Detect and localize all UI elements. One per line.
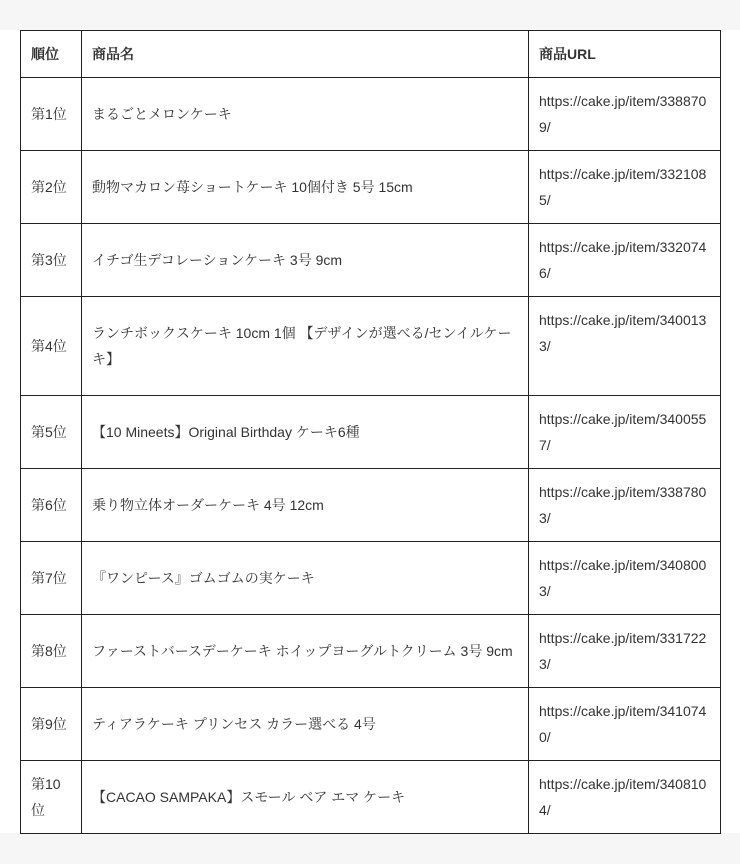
product-name-cell: イチゴ生デコレーションケーキ 3号 9cm [82, 224, 529, 297]
header-product-name: 商品名 [82, 31, 529, 78]
table-row [21, 615, 721, 688]
rank-cell: 第1位 [21, 78, 82, 151]
product-name-cell: 『ワンピース』ゴムゴムの実ケーキ [82, 542, 529, 615]
table-row [21, 542, 721, 615]
product-url-cell: https://cake.jp/item/3321085/ [529, 151, 721, 224]
table-row [21, 297, 721, 396]
rank-cell: 第2位 [21, 151, 82, 224]
table-row [21, 224, 721, 297]
rank-cell: 第8位 [21, 615, 82, 688]
table-row [21, 688, 721, 761]
product-url-cell: https://cake.jp/item/3408003/ [529, 542, 721, 615]
rank-cell: 第4位 [21, 297, 82, 396]
product-url-cell: https://cake.jp/item/3400557/ [529, 396, 721, 469]
product-url-cell: https://cake.jp/item/3387803/ [529, 469, 721, 542]
table-row [21, 761, 721, 834]
product-name-cell: ティアラケーキ プリンセス カラー選べる 4号 [82, 688, 529, 761]
product-url-cell: https://cake.jp/item/3410740/ [529, 688, 721, 761]
product-name-cell: 動物マカロン苺ショートケーキ 10個付き 5号 15cm [82, 151, 529, 224]
content-area [0, 30, 740, 833]
table-row [21, 151, 721, 224]
rank-cell: 第7位 [21, 542, 82, 615]
table-row [21, 469, 721, 542]
rank-cell: 第9位 [21, 688, 82, 761]
ranking-table [20, 30, 721, 834]
product-name-cell: 【CACAO SAMPAKA】スモール ベア エマ ケーキ [82, 761, 529, 834]
rank-cell: 第5位 [21, 396, 82, 469]
product-url-cell: https://cake.jp/item/3320746/ [529, 224, 721, 297]
product-url-cell: https://cake.jp/item/3388709/ [529, 78, 721, 151]
product-name-cell: ランチボックスケーキ 10cm 1個 【デザインが選べる/センイルケーキ】 [82, 297, 529, 396]
product-url-cell: https://cake.jp/item/3317223/ [529, 615, 721, 688]
table-row [21, 396, 721, 469]
product-name-cell: 乗り物立体オーダーケーキ 4号 12cm [82, 469, 529, 542]
product-name-cell: 【10 Mineets】Original Birthday ケーキ6種 [82, 396, 529, 469]
rank-cell: 第3位 [21, 224, 82, 297]
header-rank: 順位 [21, 31, 82, 78]
rank-cell: 第6位 [21, 469, 82, 542]
table-row [21, 78, 721, 151]
product-name-cell: ファーストバースデーケーキ ホイップヨーグルトクリーム 3号 9cm [82, 615, 529, 688]
header-product-url: 商品URL [529, 31, 721, 78]
product-name-cell: まるごとメロンケーキ [82, 78, 529, 151]
rank-cell: 第10位 [21, 761, 82, 834]
table-header-row [21, 31, 721, 78]
product-url-cell: https://cake.jp/item/3400133/ [529, 297, 721, 396]
product-url-cell: https://cake.jp/item/3408104/ [529, 761, 721, 834]
